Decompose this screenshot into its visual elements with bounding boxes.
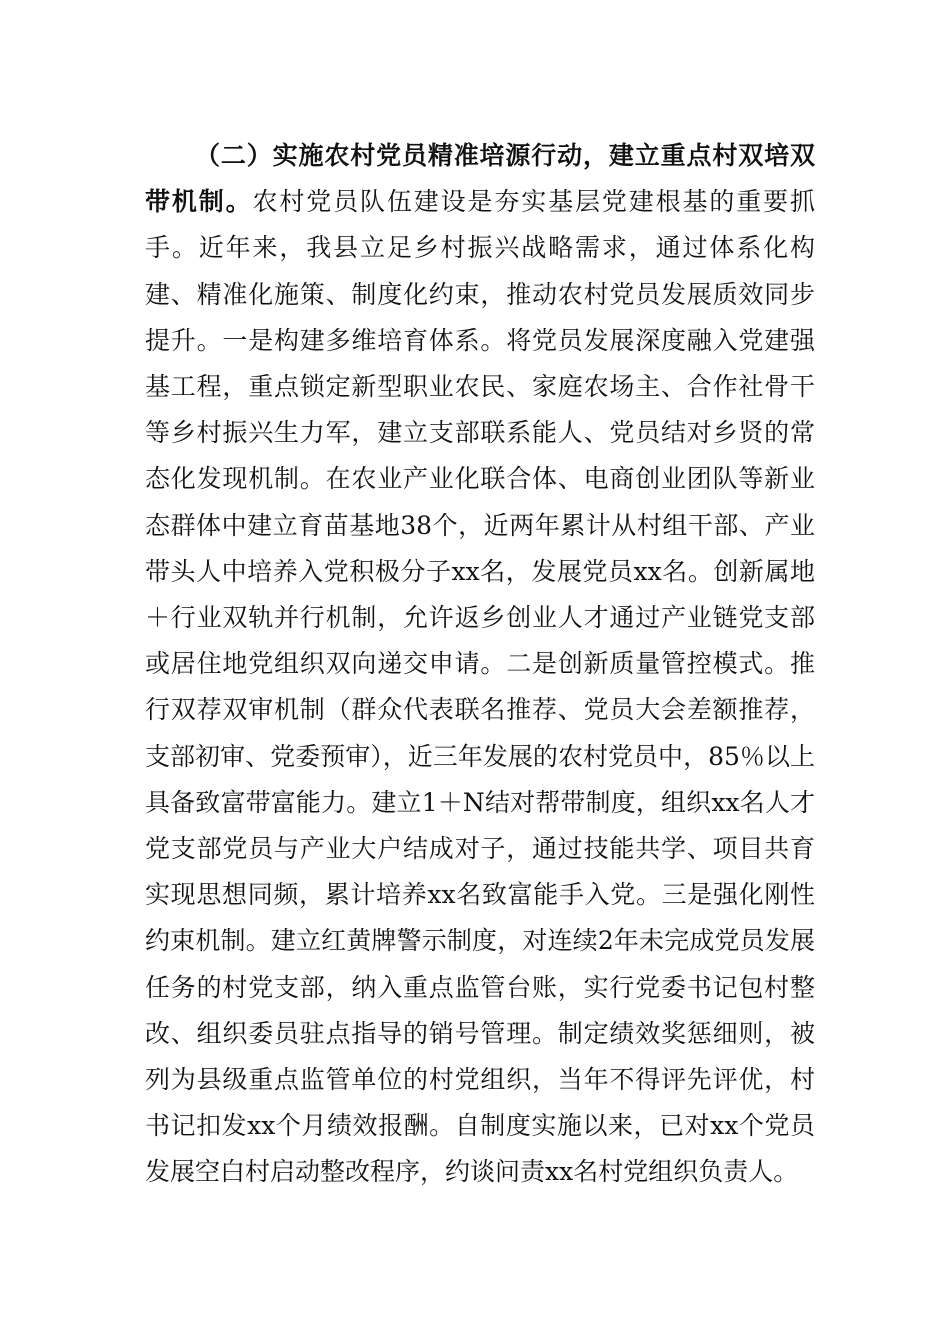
paragraph-text: 农村党员队伍建设是夯实基层党建根基的重要抓手。近年来，我县立足乡村振兴战略需求，通过体系化构建、精准化施策、制度化约束，推动农村党员发展质效同步提升。一是构建多维培育体系。将党员发展深度融入党建强基工程，重点锁定新型职业农民、家庭农场主、合作社骨干等乡村振兴生力军，建立支部联系能人、党员结对乡贤的常态化发现机制。在农业产业化联合体、电商创业团队等新业态群体中建立育苗基地38个，近两年累计从村组干部、产业带头人中培养入党积极分子xx名，发展党员xx名。创新属地＋行业双轨并行机制，允许返乡创业人才通过产业链党支部或居住地党组织双向递交申请。二是创新质量管控模式。推行双荐双审机制（群众代表联名推荐、党员大会差额推荐，支部初审、党委预审），近三年发展的农村党员中，85％以上具备致富带富能力。建立1＋N结对帮带制度，组织xx名人才党支部党员与产业大户结成对子，通过技能共学、项目共育实现思想同频，累计培养xx名致富能手入党。三是强化刚性约束机制。建立红黄牌警示制度，对连续2年未完成党员发展任务的村党支部，纳入重点监管台账，实行党委书记包村整改、组织委员驻点指导的销号管理。制定绩效奖惩细则，被列为县级重点监管单位的村党组织，当年不得评先评优，村书记扣发xx个月绩效报酬。自制度实施以来，已对xx个党员发展空白村启动整改程序，约谈问责xx名村党组织负责人。 — [145, 187, 815, 1187]
section-heading: （二）实施农村党员精准培源行动，建立重点村双培双带机制。 — [145, 141, 815, 217]
document-page — [145, 133, 815, 1196]
body-paragraph — [145, 133, 815, 1196]
